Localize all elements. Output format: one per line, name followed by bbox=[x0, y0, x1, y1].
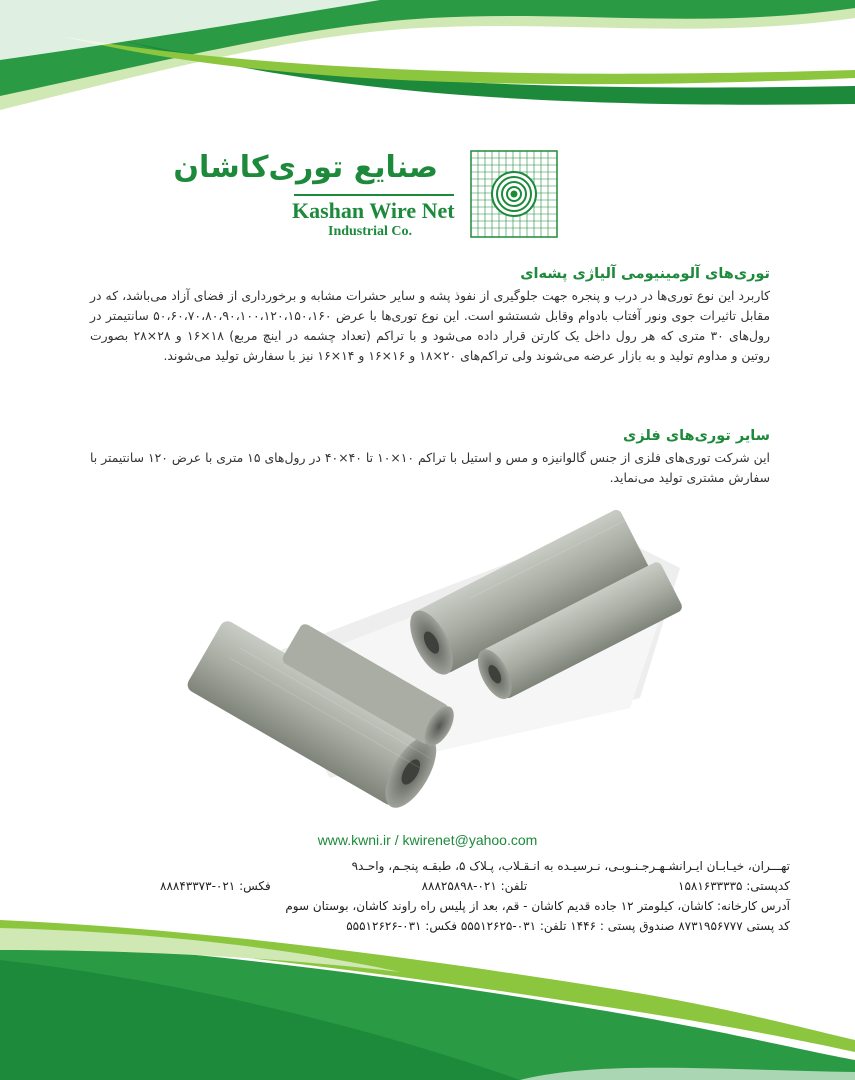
mesh-rolls-photo bbox=[170, 508, 690, 808]
factory-details: کد پستی ۸۷۳۱۹۵۶۷۷۷ صندوق پستی : ۱۴۴۶ تلفن: ۰۳۱-۵۵۵۱۲۶۲۵ فکس: ۰۳۱-۵۵۵۱۲۶۲۶ bbox=[346, 919, 790, 933]
company-logo bbox=[173, 148, 590, 244]
aluminum-mesh-heading: توری‌های آلومینیومی آلیاژی پشه‌ای bbox=[520, 266, 770, 282]
bottom-wave-decoration bbox=[0, 920, 855, 1080]
aluminum-mesh-body: کاربرد این نوع توری‌ها در درب و پنجره جهت جلوگیری از نفوذ پشه و سایر حشرات مشابه و برخورداری از فضای آزاد می‌باشد، که در مقابل تاثیرات جوی ونور آفتاب بادوام وقابل شستشو است. این نوع توری‌ها با عرض ۵۰،۶۰،۷۰،۸۰،۹۰،۱۰۰،۱۲۰،۱۵۰،۱۶۰ سانتیمتر در رول‌های ۳۰ متری که هر رول داخل یک کارتن قرار داده می‌شود و با تراکم (تعداد چشمه در اینچ مربع) ۱۸×۱۶ و ۲۸×۲۸ بصورت روتین و مداوم تولید و به بازار عرضه می‌شوند ولی تراکم‌های ۲۰×۱۸ و ۱۶×۱۶ و ۱۴×۱۶ نیز با سفارش تولید می‌شوند. bbox=[90, 288, 770, 363]
logo-name-fa: صنایع توری‌کاشان bbox=[173, 150, 438, 185]
phone-number: تلفن: ۰۲۱-۸۸۸۲۵۸۹۸ bbox=[421, 879, 528, 893]
wire-mesh-spiral-icon bbox=[470, 150, 558, 238]
logo-divider bbox=[294, 194, 454, 196]
postal-code: کدپستی: ۱۵۸۱۶۳۳۳۳۵ bbox=[678, 879, 790, 893]
website-email-line[interactable]: www.kwni.ir / kwirenet@yahoo.com bbox=[317, 832, 538, 848]
office-address: تهـــران، خیـابـان ایـرانشـهـرجـنـوبـی، نـرسیـده به انـقـلاب، پـلاک ۵، طبقـه پنجـم، واحـد۹ bbox=[351, 859, 790, 873]
other-metal-mesh-heading: سایر توری‌های فلزی bbox=[623, 428, 770, 444]
logo-name-en: Kashan Wire Net bbox=[292, 198, 455, 223]
other-metal-mesh-section bbox=[90, 428, 770, 488]
logo-subtitle-en: Industrial Co. bbox=[328, 224, 413, 239]
factory-address: آدرس کارخانه: کاشان، کیلومتر ۱۲ جاده قدیم کاشان - قم، بعد از پلیس راه راوند کاشان، بوستان سوم bbox=[285, 899, 790, 913]
aluminum-mesh-section bbox=[90, 266, 770, 366]
office-contact-row bbox=[160, 876, 790, 896]
other-metal-mesh-body: این شرکت توری‌های فلزی از جنس گالوانیزه و مس و استیل با تراکم ۱۰×۱۰ تا ۴۰×۴۰ در رول‌های ۱۵ متری با عرض ۱۲۰ سانتیمتر با سفارش مشتری تولید می‌نماید. bbox=[90, 450, 770, 485]
fax-number: فکس: ۰۲۱-۸۸۸۴۳۳۷۳ bbox=[160, 879, 271, 893]
top-wave-decoration bbox=[0, 0, 855, 120]
